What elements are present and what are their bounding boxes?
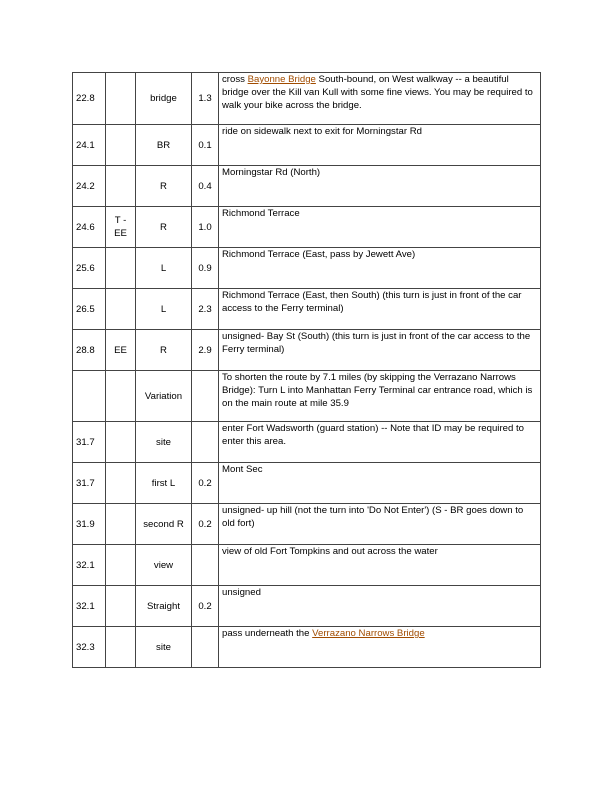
description-text: cross [222, 74, 248, 85]
description-text: view of old Fort Tompkins and out across the water [222, 546, 438, 557]
direction-cell: Variation [136, 371, 192, 422]
table-row [73, 166, 541, 207]
bridge-link[interactable]: Verrazano Narrows Bridge [312, 628, 425, 639]
flag-cell [106, 371, 136, 422]
description-cell [219, 463, 541, 504]
table-row [73, 545, 541, 586]
description-cell [219, 289, 541, 330]
mile-cell: 31.9 [73, 504, 106, 545]
distance-cell: 1.0 [192, 207, 219, 248]
table-row [73, 248, 541, 289]
table-row [73, 586, 541, 627]
distance-cell [192, 371, 219, 422]
direction-cell: L [136, 289, 192, 330]
description-text: ride on sidewalk next to exit for Morningstar Rd [222, 126, 422, 137]
description-text: Richmond Terrace (East, then South) (this turn is just in front of the car access to the Ferry terminal) [222, 290, 522, 314]
distance-cell [192, 422, 219, 463]
mile-cell: 31.7 [73, 422, 106, 463]
mile-cell: 26.5 [73, 289, 106, 330]
direction-cell: R [136, 207, 192, 248]
mile-cell: 28.8 [73, 330, 106, 371]
mile-cell: 32.1 [73, 586, 106, 627]
description-text: Mont Sec [222, 464, 263, 475]
table-row [73, 422, 541, 463]
description-text: Morningstar Rd (North) [222, 167, 321, 178]
description-cell [219, 73, 541, 125]
flag-cell [106, 586, 136, 627]
description-text: South-bound, on West walkway -- a beautiful bridge over the Kill van Kull with some fine views. You may be required to walk your bike across the bridge. [222, 74, 533, 111]
description-cell [219, 545, 541, 586]
description-cell [219, 166, 541, 207]
table-row [73, 463, 541, 504]
flag-cell: T - EE [106, 207, 136, 248]
distance-cell: 2.9 [192, 330, 219, 371]
description-text: unsigned [222, 587, 261, 598]
flag-cell [106, 73, 136, 125]
table-row [73, 73, 541, 125]
table-row [73, 330, 541, 371]
description-text: enter Fort Wadsworth (guard station) -- Note that ID may be required to enter this area. [222, 423, 524, 447]
flag-cell [106, 248, 136, 289]
direction-cell: R [136, 166, 192, 207]
bridge-link[interactable]: Bayonne Bridge [247, 74, 316, 85]
mile-cell: 24.6 [73, 207, 106, 248]
flag-cell [106, 627, 136, 668]
mile-cell: 32.1 [73, 545, 106, 586]
direction-cell: site [136, 422, 192, 463]
mile-cell: 24.1 [73, 125, 106, 166]
table-row [73, 371, 541, 422]
description-cell [219, 422, 541, 463]
distance-cell: 0.4 [192, 166, 219, 207]
distance-cell: 2.3 [192, 289, 219, 330]
direction-cell: BR [136, 125, 192, 166]
flag-cell [106, 422, 136, 463]
description-text: Richmond Terrace [222, 208, 300, 219]
description-cell [219, 207, 541, 248]
description-text: To shorten the route by 7.1 miles (by skipping the Verrazano Narrows Bridge): Turn L into Manhattan Ferry Terminal car entrance road, which is on the main route at mile 35.9 [222, 372, 533, 409]
direction-cell: L [136, 248, 192, 289]
mile-cell: 32.3 [73, 627, 106, 668]
mile-cell: 24.2 [73, 166, 106, 207]
description-cell [219, 330, 541, 371]
description-text: unsigned- up hill (not the turn into 'Do Not Enter') (S - BR goes down to old fort) [222, 505, 524, 529]
table-row [73, 627, 541, 668]
flag-cell [106, 545, 136, 586]
cue-sheet-table [72, 72, 541, 668]
direction-cell: site [136, 627, 192, 668]
flag-cell [106, 125, 136, 166]
mile-cell [73, 371, 106, 422]
flag-cell [106, 166, 136, 207]
description-cell [219, 586, 541, 627]
table-row [73, 289, 541, 330]
description-cell [219, 627, 541, 668]
table-row [73, 125, 541, 166]
distance-cell: 1.3 [192, 73, 219, 125]
description-text: unsigned- Bay St (South) (this turn is just in front of the car access to the Ferry terminal) [222, 331, 531, 355]
distance-cell: 0.1 [192, 125, 219, 166]
table-row [73, 504, 541, 545]
flag-cell [106, 504, 136, 545]
flag-cell: EE [106, 330, 136, 371]
distance-cell: 0.2 [192, 586, 219, 627]
distance-cell: 0.2 [192, 504, 219, 545]
distance-cell [192, 545, 219, 586]
description-cell [219, 371, 541, 422]
mile-cell: 31.7 [73, 463, 106, 504]
description-cell [219, 248, 541, 289]
description-cell [219, 125, 541, 166]
description-cell [219, 504, 541, 545]
direction-cell: second R [136, 504, 192, 545]
mile-cell: 25.6 [73, 248, 106, 289]
direction-cell: R [136, 330, 192, 371]
distance-cell [192, 627, 219, 668]
direction-cell: bridge [136, 73, 192, 125]
direction-cell: Straight [136, 586, 192, 627]
direction-cell: first L [136, 463, 192, 504]
table-row [73, 207, 541, 248]
description-text: pass underneath the [222, 628, 313, 639]
description-text: Richmond Terrace (East, pass by Jewett Ave) [222, 249, 416, 260]
flag-cell [106, 463, 136, 504]
distance-cell: 0.2 [192, 463, 219, 504]
flag-cell [106, 289, 136, 330]
direction-cell: view [136, 545, 192, 586]
mile-cell: 22.8 [73, 73, 106, 125]
distance-cell: 0.9 [192, 248, 219, 289]
